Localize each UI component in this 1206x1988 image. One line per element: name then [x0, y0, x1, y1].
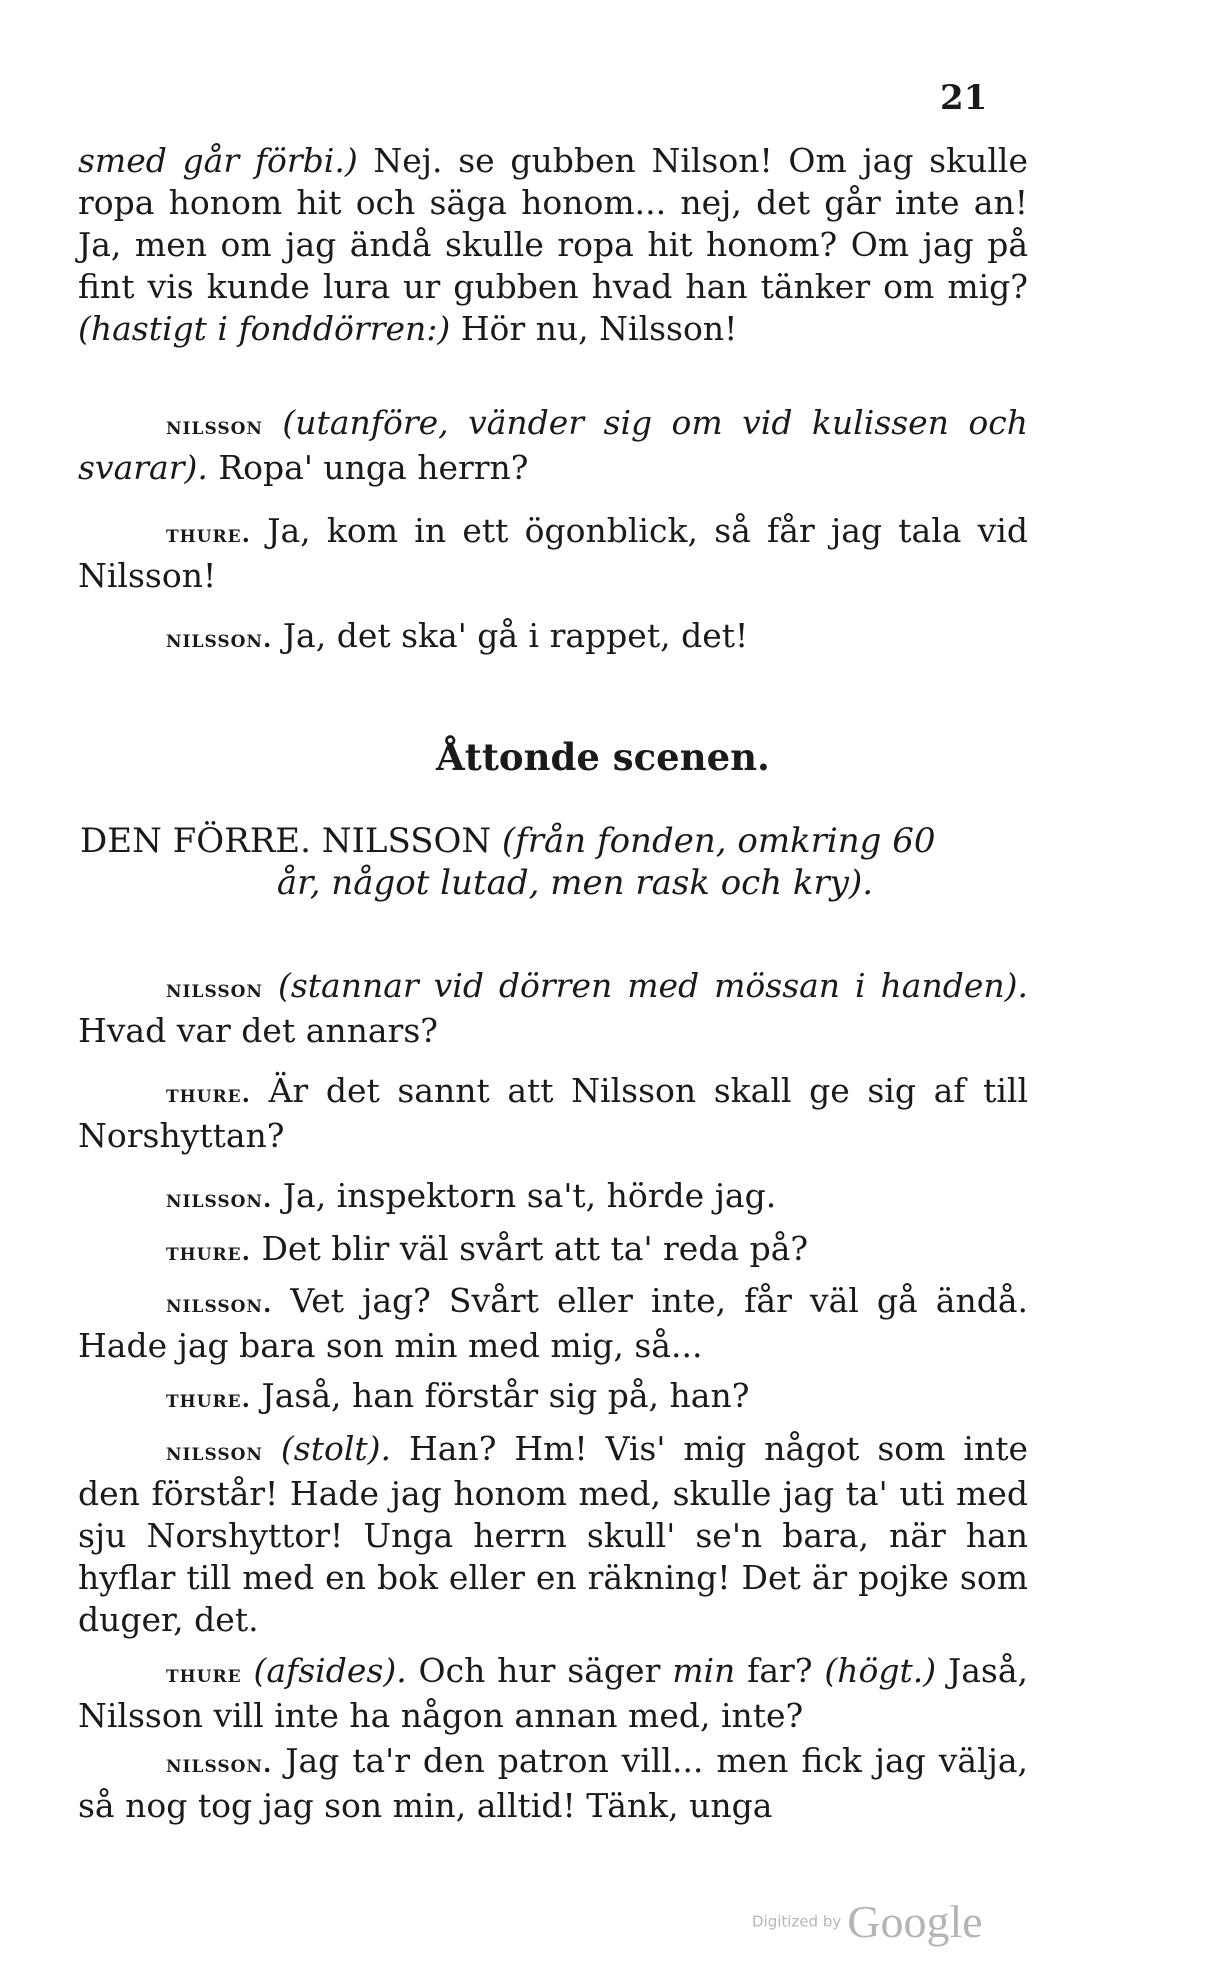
stage-direction: (hastigt i fonddörren:)	[78, 309, 451, 348]
stage-direction: (från fonden, omkring 60	[501, 821, 936, 861]
stage-direction: år, något lutad, men rask och kry).	[276, 863, 874, 903]
stage-direction: (stannar vid dörren med mössan i handen).	[262, 966, 1028, 1005]
dialogue-text: Nej. se gubben Nilson! Om jag skulle ropa honom hit och säga honom... nej, det går inte an! Ja, men om jag ändå skulle ropa hit honom? Om jag på fint vis kunde lura ur gubben hvad han tänker om mig?	[78, 141, 1028, 306]
dialogue-text: Och hur säger	[406, 1651, 673, 1690]
speaker-name: nilsson.	[166, 1749, 273, 1778]
page-number: 21	[940, 78, 988, 118]
emphasis: min	[672, 1651, 736, 1690]
dialogue-text: Ja, kom in ett ögonblick, så får jag tala vid Nilsson!	[78, 511, 1028, 595]
stage-direction: (högt.)	[812, 1651, 937, 1690]
dialogue-nilsson-2	[78, 615, 1028, 660]
dialogue-nilsson-3	[78, 965, 1028, 1052]
speaker-name: thure.	[166, 1237, 251, 1266]
stage-direction: smed går förbi.)	[78, 141, 358, 180]
dialogue-nilsson-1	[78, 402, 1028, 489]
speaker-name: thure.	[166, 519, 251, 548]
speaker-name: thure.	[166, 1079, 251, 1108]
dialogue-text: Ja, det ska' gå i rappet, det!	[272, 616, 749, 655]
stage-direction: (afsides).	[241, 1651, 407, 1690]
cast-names: DEN FÖRRE. NILSSON	[80, 821, 502, 861]
dialogue-text: Hör nu, Nilsson!	[450, 309, 738, 348]
speaker-name: nilsson	[166, 1437, 263, 1466]
speaker-name: nilsson	[166, 411, 263, 440]
digitized-watermark	[752, 1895, 983, 1948]
dialogue-text: Han? Hm! Vis' mig något som inte den förstår! Hade jag honom med, skulle jag ta' uti med sju Norshyttor! Unga herrn skull' se'n bara, när han hyflar till med en bok eller en räkning! Det är pojke som duger, det.	[78, 1429, 1028, 1639]
dialogue-text: Ja, inspektorn sa't, hörde jag.	[272, 1176, 777, 1215]
stage-direction: (utanföre, vänder sig om vid kulissen och svarar).	[78, 403, 1028, 487]
dialogue-text: Vet jag? Svårt eller inte, får väl gå ändå. Hade jag bara son min med mig, så...	[78, 1281, 1028, 1365]
paragraph-opening	[78, 140, 1028, 350]
dialogue-nilsson-4	[78, 1175, 1028, 1220]
dialogue-thure-5	[78, 1650, 1028, 1737]
google-logo: Google	[847, 1896, 983, 1947]
dialogue-nilsson-7	[78, 1740, 1028, 1827]
speaker-name: thure.	[166, 1384, 251, 1413]
speaker-name: nilsson.	[166, 1184, 273, 1213]
dialogue-text: far?	[735, 1651, 813, 1690]
speaker-name: nilsson.	[166, 1289, 273, 1318]
cast-list	[80, 820, 1030, 904]
speaker-name: nilsson.	[166, 624, 273, 653]
dialogue-text: Är det sannt att Nilsson skall ge sig af till Norshyttan?	[78, 1071, 1028, 1155]
speaker-name: thure	[166, 1659, 242, 1688]
dialogue-nilsson-6	[78, 1428, 1028, 1641]
dialogue-nilsson-5	[78, 1280, 1028, 1367]
dialogue-thure-4	[78, 1375, 1028, 1420]
speaker-name: nilsson	[166, 974, 263, 1003]
dialogue-text: Jaså, Nilsson vill inte ha någon annan med, inte?	[78, 1651, 1028, 1735]
dialogue-thure-1	[78, 510, 1028, 597]
dialogue-thure-3	[78, 1228, 1028, 1273]
dialogue-text: Det blir väl svårt att ta' reda på?	[250, 1229, 809, 1268]
dialogue-text: Jag ta'r den patron vill... men fick jag välja, så nog tog jag son min, alltid! Tänk, unga	[78, 1741, 1028, 1825]
dialogue-text: Ropa' unga herrn?	[207, 448, 529, 487]
scene-heading: Åttonde scenen.	[436, 735, 770, 779]
dialogue-text: Hvad var det annars?	[78, 1011, 438, 1050]
dialogue-thure-2	[78, 1070, 1028, 1157]
watermark-caption: Digitized by	[752, 1912, 842, 1931]
stage-direction: (stolt).	[262, 1429, 392, 1468]
dialogue-text: Jaså, han förstår sig på, han?	[250, 1376, 750, 1415]
